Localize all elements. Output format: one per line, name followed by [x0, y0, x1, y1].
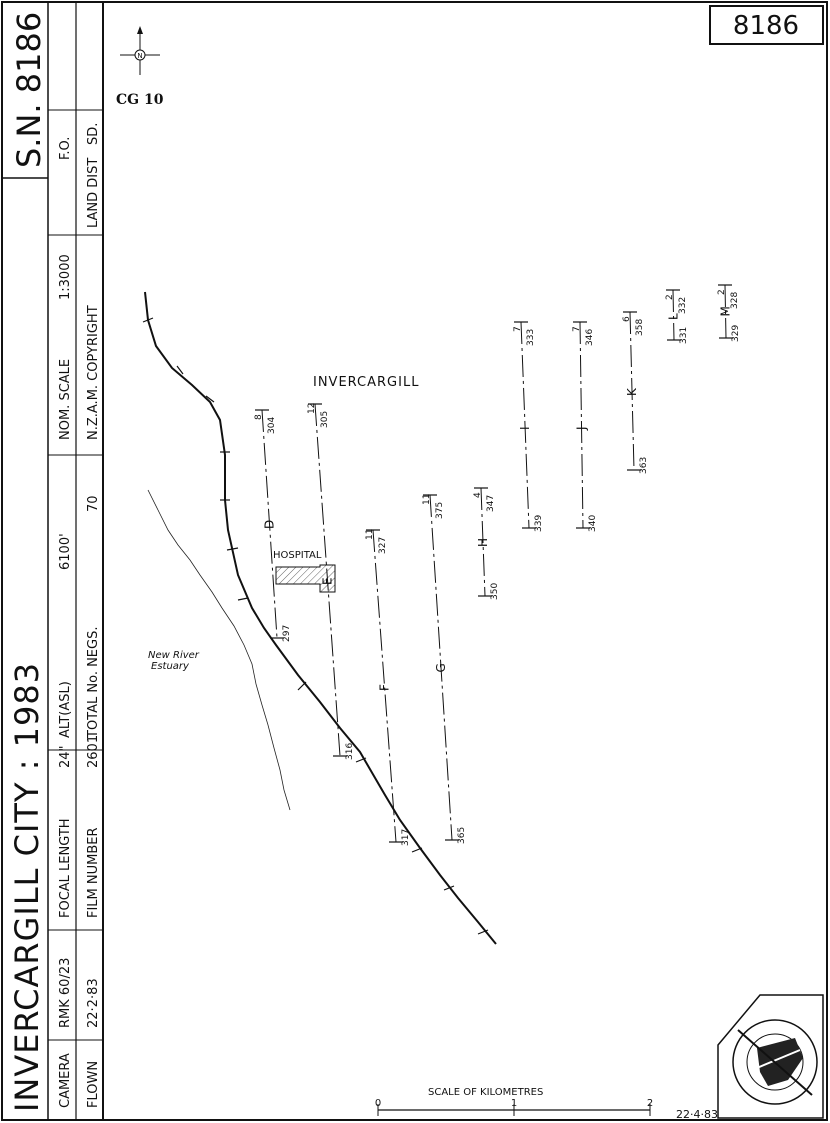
- flight-line-bottom-frame: 331: [679, 326, 689, 344]
- flight-line-top-frame: 358: [635, 318, 645, 336]
- scale-label: NOM. SCALE: [58, 358, 73, 440]
- flight-line-bottom-frame: 316: [345, 742, 355, 760]
- flight-line-top-frame: 332: [678, 296, 688, 314]
- estuary-label-2: Estuary: [151, 661, 189, 672]
- focal-label: FOCAL LENGTH: [58, 818, 73, 918]
- aerial-mapping-seal-icon: [718, 995, 823, 1118]
- flight-line-run-count: 12: [307, 402, 317, 414]
- flight-line-letter: I: [518, 426, 532, 430]
- flight-line-bottom-frame: 350: [490, 582, 500, 600]
- scale-label-0: 0: [374, 1098, 382, 1109]
- city-label: INVERCARGILL: [313, 375, 420, 390]
- flight-line-path: [521, 322, 529, 528]
- flight-line-letter: F: [377, 684, 392, 691]
- flown-label: FLOWN: [86, 1060, 101, 1108]
- flight-line-run-count: 7: [513, 326, 523, 332]
- sheet-title: INVERCARGILL CITY : 1983: [8, 661, 46, 1112]
- flight-line-letter: G: [434, 663, 448, 673]
- camera-label: CAMERA: [58, 1053, 73, 1108]
- focal-value: 24": [58, 745, 73, 768]
- flight-line-top-frame: 333: [526, 328, 536, 346]
- film-value: 2601: [86, 734, 101, 768]
- flight-line-l: [665, 290, 689, 344]
- flight-line-run-count: 11: [365, 528, 375, 540]
- hospital-label: HOSPITAL: [273, 550, 322, 561]
- flight-line-letter: E: [320, 577, 335, 585]
- flight-line-bottom-frame: 339: [534, 514, 544, 532]
- flight-line-letter: K: [625, 388, 639, 396]
- cg-label: CG 10: [116, 92, 164, 108]
- flown-value: 22·2·83: [86, 978, 101, 1028]
- estuary-label-1: New River: [148, 650, 199, 661]
- film-label: FILM NUMBER: [86, 827, 101, 918]
- alt-value: 6100': [58, 533, 73, 570]
- north-label: N: [137, 52, 143, 60]
- flight-line-bottom-frame: 329: [731, 324, 741, 342]
- flight-line-d: [254, 410, 292, 642]
- flight-line-run-count: 4: [473, 492, 483, 498]
- flight-line-top-frame: 305: [320, 410, 330, 428]
- sheet-sn: S.N. 8186: [10, 11, 48, 168]
- fo-label: F.O.: [58, 136, 73, 160]
- flight-line-top-frame: 346: [585, 328, 595, 346]
- flight-line-top-frame: 328: [730, 291, 740, 309]
- camera-value: RMK 60/23: [58, 957, 73, 1028]
- flight-line-run-count: 6: [622, 316, 632, 322]
- scale-label-1: 1: [510, 1098, 518, 1109]
- flight-line-letter: M: [718, 306, 733, 317]
- flight-line-run-count: 2: [665, 294, 675, 300]
- flight-line-k: [622, 312, 649, 474]
- flight-line-letter: L: [666, 313, 681, 320]
- flight-line-m: [717, 285, 741, 342]
- land-dist-label: LAND DIST: [86, 157, 101, 228]
- negs-value: 70: [86, 495, 101, 512]
- flight-line-i: [513, 322, 544, 532]
- sd-label: SD.: [86, 122, 101, 145]
- scale-value: 1:3000: [58, 254, 73, 300]
- flight-line-run-count: 2: [717, 289, 727, 295]
- flight-line-letter: J: [574, 426, 589, 430]
- flight-line-bottom-frame: 297: [282, 624, 292, 642]
- flight-line-path: [580, 322, 583, 528]
- sheet-date: 22·4·83: [676, 1108, 718, 1121]
- flight-line-g: [422, 494, 467, 844]
- scale-title: SCALE OF KILOMETRES: [428, 1087, 544, 1098]
- flight-line-run-count: 8: [254, 414, 264, 420]
- sheet-number: 8186: [732, 11, 800, 41]
- flight-line-bottom-frame: 317: [401, 828, 411, 846]
- flight-line-letter: H: [476, 537, 490, 547]
- flight-line-top-frame: 375: [435, 501, 445, 519]
- north-arrow-icon: [120, 26, 160, 75]
- outer-frame: [2, 2, 827, 1120]
- flight-line-top-frame: 347: [486, 494, 496, 512]
- negs-label: TOTAL No. NEGS.: [86, 626, 101, 738]
- copyright-text: N.Z.A.M. COPYRIGHT: [86, 305, 101, 440]
- flight-line-run-count: 7: [572, 326, 582, 332]
- flight-line-top-frame: 327: [378, 536, 388, 554]
- flight-line-top-frame: 304: [267, 416, 277, 434]
- flight-line-bottom-frame: 340: [588, 514, 598, 532]
- flight-line-j: [572, 322, 598, 532]
- flight-line-bottom-frame: 365: [457, 826, 467, 844]
- flight-line-letter: D: [262, 519, 277, 529]
- flight-line-bottom-frame: 363: [639, 456, 649, 474]
- flight-line-run-count: 11: [422, 493, 432, 505]
- flight-line-h: [473, 488, 500, 600]
- alt-label: ALT(ASL): [58, 681, 73, 738]
- scale-label-2: 2: [646, 1098, 654, 1109]
